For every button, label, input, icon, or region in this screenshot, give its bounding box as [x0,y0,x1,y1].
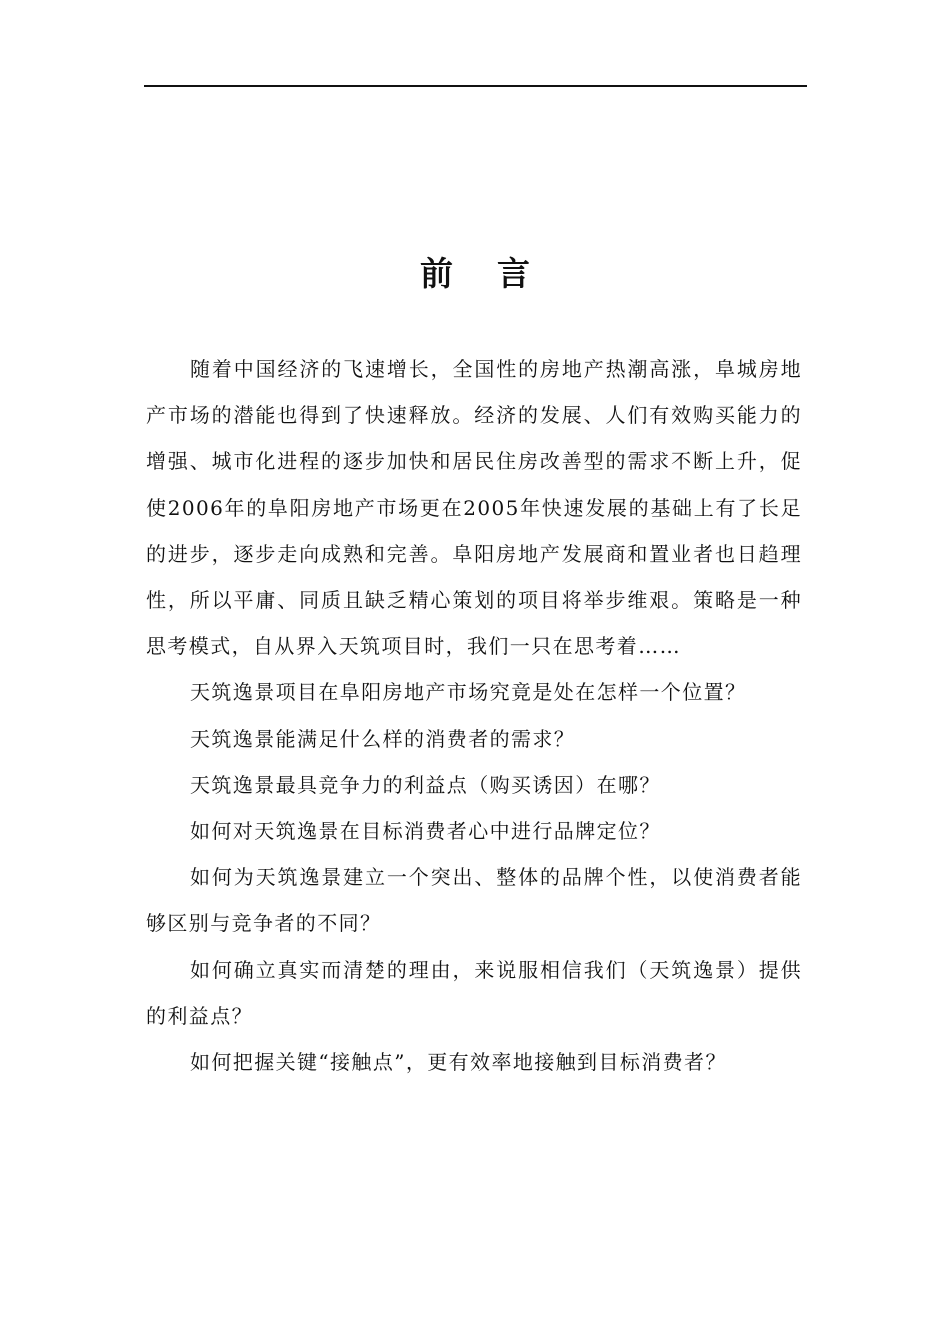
paragraph-question-2: 天筑逸景能满足什么样的消费者的需求？ [190,726,576,751]
paragraph-question-5: 如何为天筑逸景建立一个突出、整体的品牌个性，以使消费者能够区别与竞争者的不同？ [146,865,802,936]
paragraph-question-3: 天筑逸景最具竞争力的利益点（购买诱因）在哪？ [190,772,661,797]
paragraph-question-4: 如何对天筑逸景在目标消费者心中进行品牌定位？ [190,819,661,844]
paragraph-question-6: 如何确立真实而清楚的理由，来说服相信我们（天筑逸景）提供的利益点？ [146,957,802,1028]
paragraph-intro: 随着中国经济的飞速增长，全国性的房地产热潮高涨，阜城房地产市场的潜能也得到了快速释放。经济的发展、人们有效购买能力的增强、城市化进程的逐步加快和居民住房改善型的需求不断上升，促使2006年的阜阳房地产市场更在2005年快速发展的基础上有了长足的进步，逐步走向成熟和完善。阜阳房地产发展商和置业者也日趋理性，所以平庸、同质且缺乏精心策划的项目将举步维艰。策略是一种思考模式，自从界入天筑项目时，我们一只在思考着…… [146,357,802,659]
body-text [146,346,802,1085]
page-title: 前言 [420,254,574,293]
header-rule [144,85,807,87]
paragraph-question-7: 如何把握关键“接触点”，更有效率地接触到目标消费者？ [190,1050,727,1075]
paragraph-question-1: 天筑逸景项目在阜阳房地产市场究竟是处在怎样一个位置？ [190,680,747,705]
